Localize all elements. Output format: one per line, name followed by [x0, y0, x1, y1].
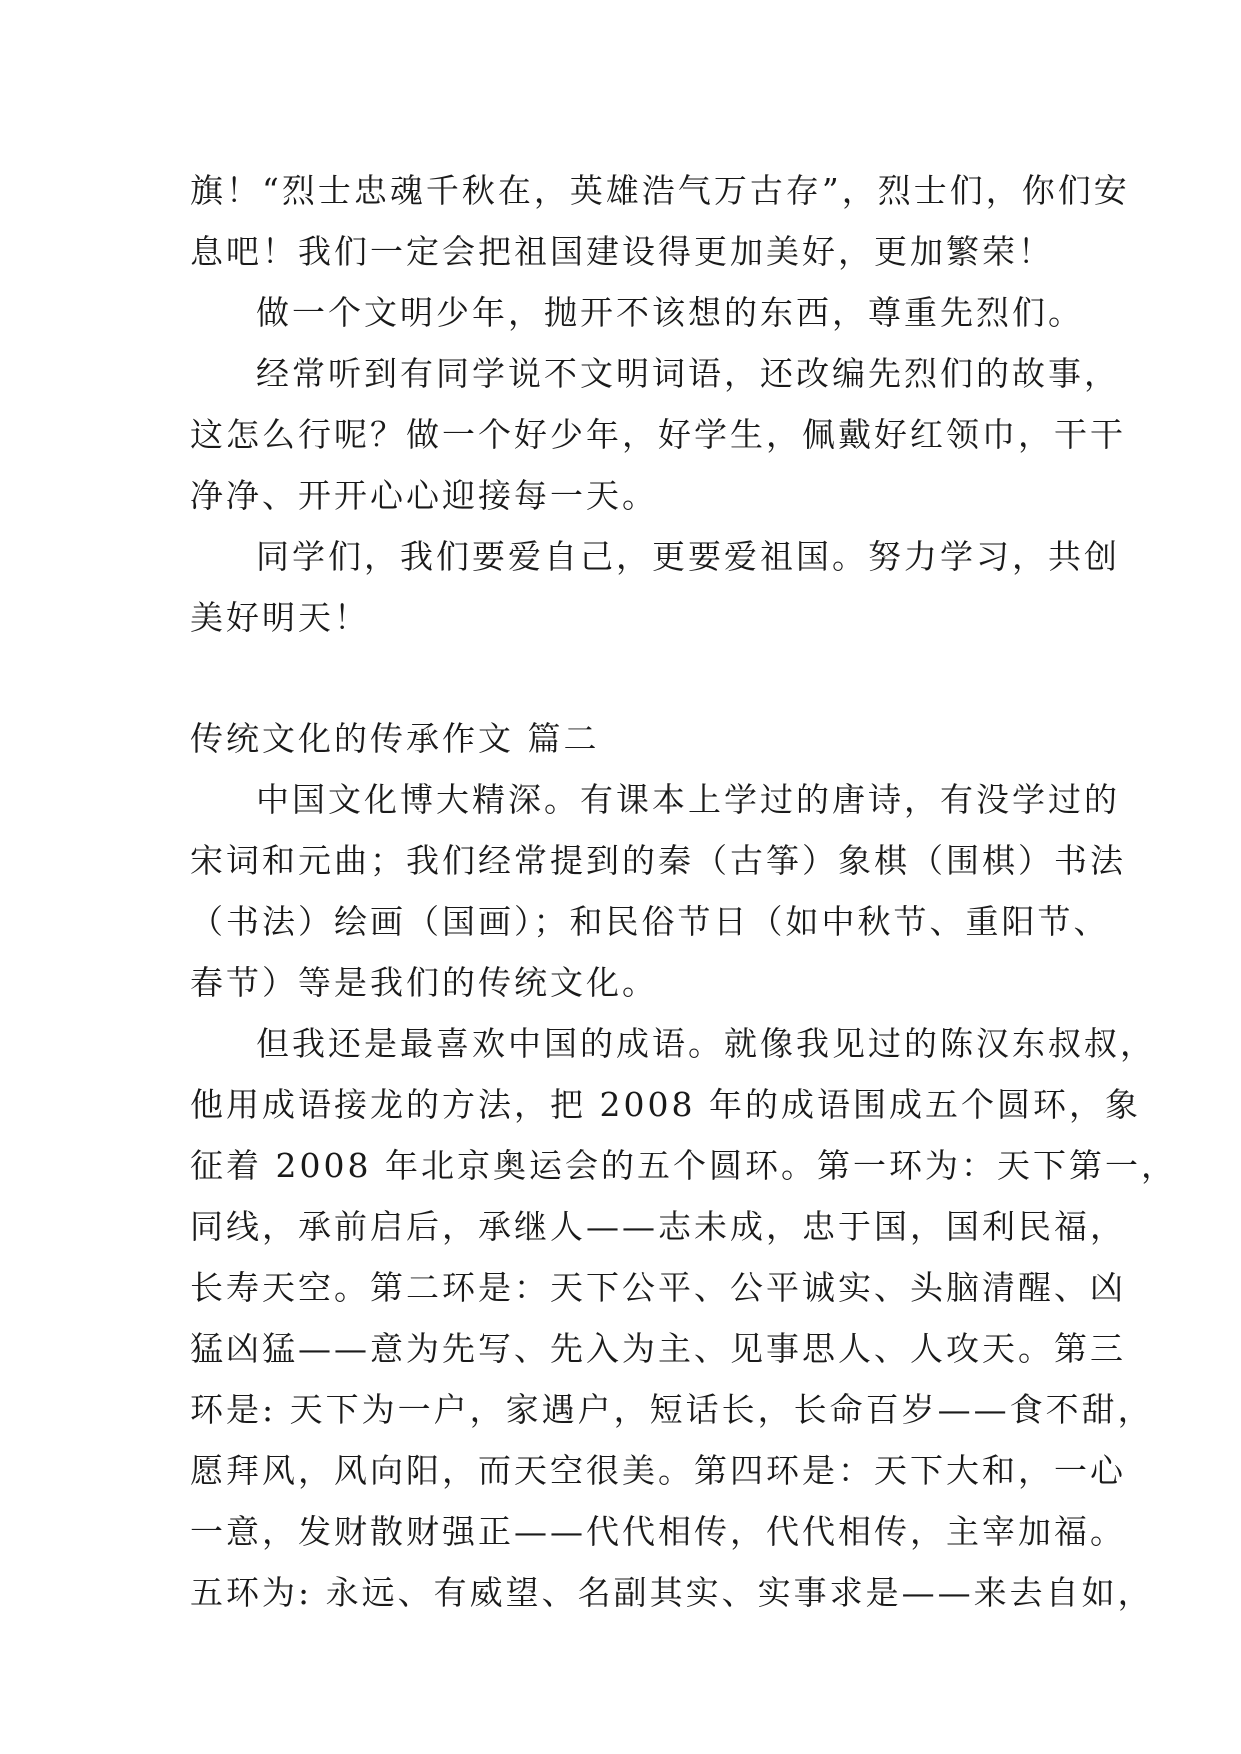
paragraph-line: 经常听到有同学说不文明词语，还改编先烈们的故事，: [256, 354, 1120, 393]
paragraph-line: 他用成语接龙的方法，把 2008 年的成语围成五个圆环，象: [190, 1085, 1141, 1124]
paragraph-line: 五环为: 永远、有威望、名副其实、实事求是——来去自如，: [190, 1573, 1154, 1612]
paragraph-line: 春节）等是我们的传统文化。: [190, 963, 658, 1002]
paragraph-line: （书法）绘画（国画）；和民俗节日（如中秋节、重阳节、: [190, 902, 1110, 941]
paragraph-line: 中国文化博大精深。有课本上学过的唐诗，有没学过的: [256, 780, 1120, 819]
document-page: [190, 160, 1177, 1623]
paragraph-line: 这怎么行呢？做一个好少年，好学生，佩戴好红领巾，干干: [190, 415, 1126, 454]
paragraph-line: 环是: 天下为一户，家遇户，短话长，长命百岁——食不甜，: [190, 1390, 1154, 1429]
paragraph-line: 息吧！我们一定会把祖国建设得更加美好，更加繁荣！: [190, 232, 1054, 271]
paragraph-line: 一意，发财散财强正——代代相传，代代相传，主宰加福。: [190, 1512, 1126, 1551]
section-1: [190, 160, 1130, 648]
paragraph-line: 同学们，我们要爱自己，更要爱祖国。努力学习，共创: [256, 537, 1120, 576]
paragraph-line: 长寿天空。第二环是：天下公平、公平诚实、头脑清醒、凶: [190, 1268, 1126, 1307]
section-gap: [190, 648, 1070, 708]
paragraph-line: 净净、开开心心迎接每一天。: [190, 476, 658, 515]
paragraph-line: 美好明天！: [190, 598, 370, 637]
paragraph-line: 宋词和元曲；我们经常提到的秦（古筝）象棋（围棋）书法: [190, 841, 1126, 880]
paragraph-line: 猛凶猛——意为先写、先入为主、见事思人、人攻天。第三: [190, 1329, 1126, 1368]
paragraph-line: 同线，承前启后，承继人——志未成，忠于国，国利民福，: [190, 1207, 1126, 1246]
paragraph-line: 做一个文明少年，抛开不该想的东西，尊重先烈们。: [256, 293, 1084, 332]
section-2: [190, 708, 1177, 1623]
paragraph-line: 但我还是最喜欢中国的成语。就像我见过的陈汉东叔叔，: [256, 1024, 1156, 1063]
paragraph-line: 愿拜风，风向阳，而天空很美。第四环是：天下大和，一心: [190, 1451, 1126, 1490]
section-heading: 传统文化的传承作文 篇二: [190, 719, 600, 758]
paragraph-line: 旗！“烈士忠魂千秋在，英雄浩气万古存”，烈士们，你们安: [190, 171, 1130, 210]
paragraph-line: 征着 2008 年北京奥运会的五个圆环。第一环为：天下第一，: [190, 1146, 1177, 1185]
